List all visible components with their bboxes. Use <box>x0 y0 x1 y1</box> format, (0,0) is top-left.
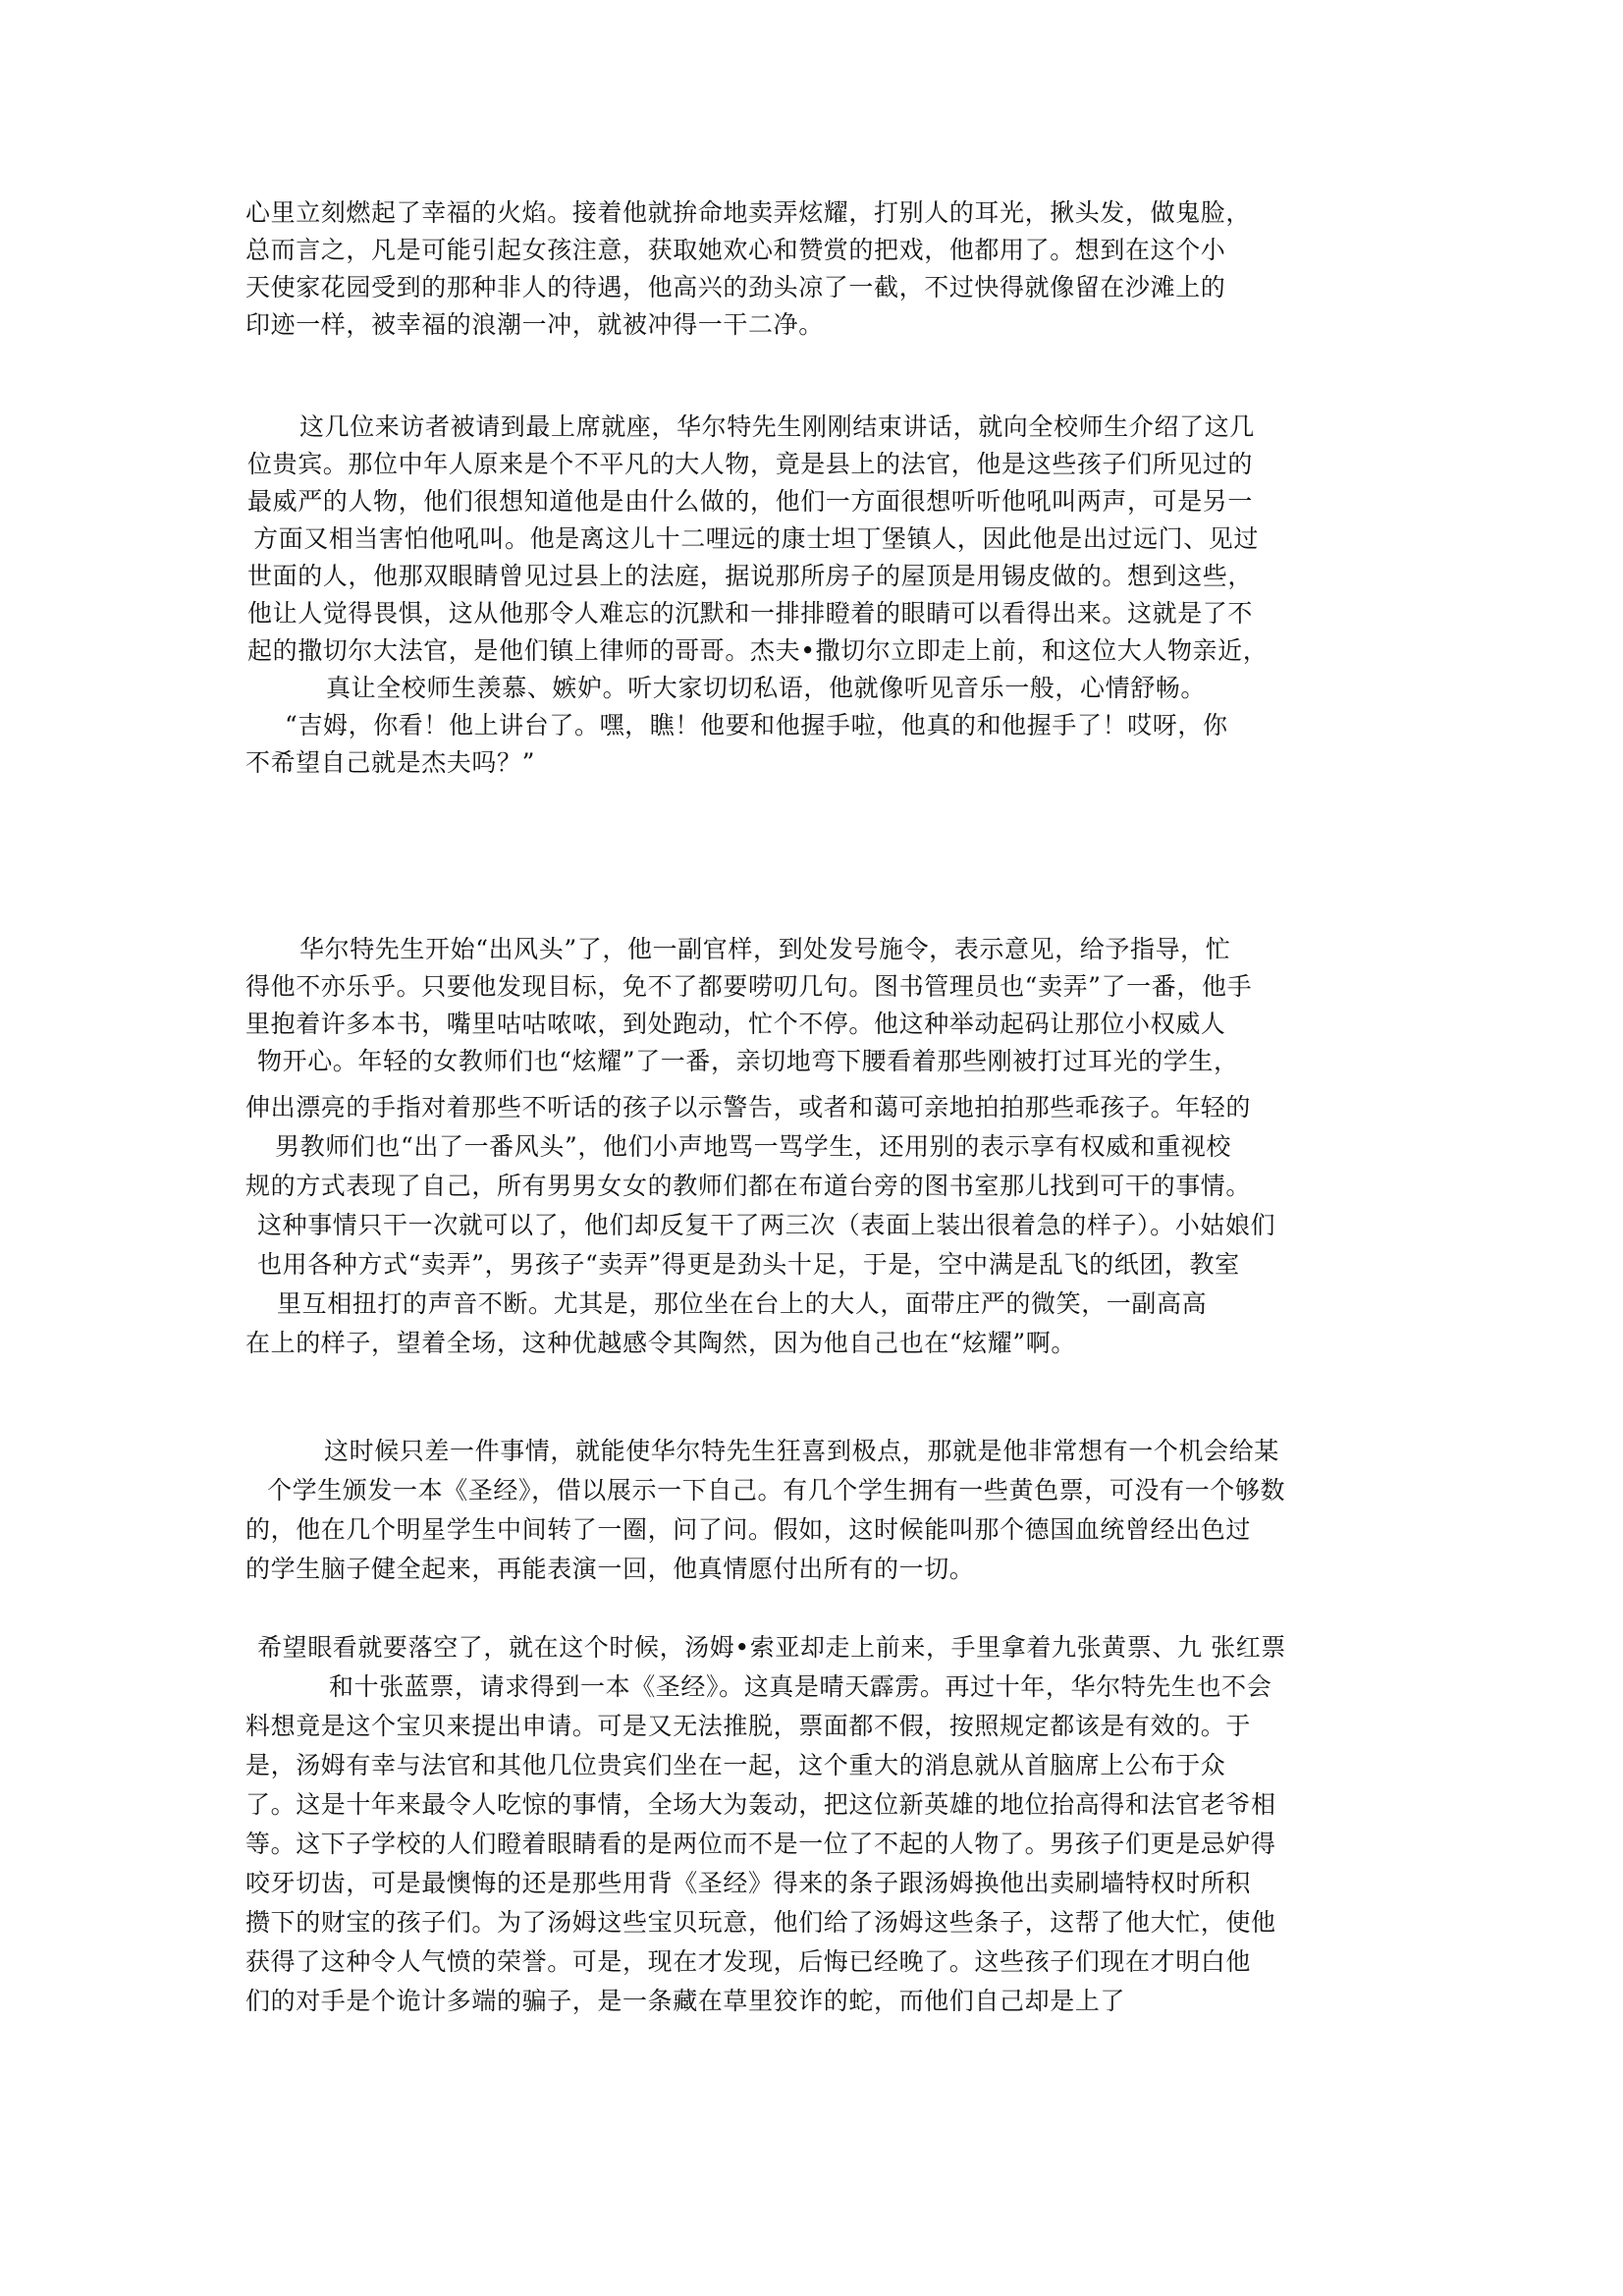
text-line: 和十张蓝票，请求得到一本《圣经》。这真是晴天霹雳。再过十年，华尔特先生也不会 <box>329 1672 1272 1701</box>
text-line: 里互相扭打的声音不断。尤其是，那位坐在台上的大人，面带庄严的微笑，一副高高 <box>277 1289 1208 1318</box>
text-line: 不希望自己就是杰夫吗？” <box>245 748 535 777</box>
text-line: 的学生脑子健全起来，再能表演一回，他真情愿付出所有的一切。 <box>245 1555 975 1583</box>
text-line: 咬牙切齿，可是最懊悔的还是那些用背《圣经》得来的条子跟汤姆换他出卖刷墙特权时所积 <box>245 1869 1252 1897</box>
text-line: 获得了这种令人气愤的荣誉。可是，现在才发现，后悔已经晚了。这些孩子们现在才明白他 <box>245 1947 1252 1976</box>
text-line: 真让全校师生羡慕、嫉妒。听大家切切私语，他就像听见音乐一般，心情舒畅。 <box>326 674 1207 702</box>
text-line: 总而言之，凡是可能引起女孩注意，获取她欢心和赞赏的把戏，他都用了。想到在这个小 <box>245 236 1226 264</box>
text-line: 们的对手是个诡计多端的骗子，是一条藏在草里狡诈的蛇，而他们自己却是上了 <box>245 1987 1126 2015</box>
text-line: 等。这下子学校的人们瞪着眼睛看的是两位而不是一位了不起的人物了。男孩子们更是忌妒得 <box>245 1830 1276 1858</box>
text-line: 这种事情只干一次就可以了，他们却反复干了两三次（表面上装出很着急的样子）。小姑娘们 <box>257 1211 1276 1239</box>
text-line: “吉姆，你看！他上讲台了。嘿，瞧！他要和他握手啦，他真的和他握手了！哎呀，你 <box>285 711 1228 739</box>
text-line: 物开心。年轻的女教师们也“炫耀”了一番，亲切地弯下腰看着那些刚被打过耳光的学生， <box>257 1047 1239 1075</box>
text-line: 起的撒切尔大法官，是他们镇上律师的哥哥。杰夫•撒切尔立即走上前，和这位大人物亲近， <box>247 636 1269 665</box>
text-line: 攒下的财宝的孩子们。为了汤姆这些宝贝玩意，他们给了汤姆这些条子，这帮了他大忙，使他 <box>245 1908 1276 1937</box>
text-line: 天使家花园受到的那种非人的待遇，他高兴的劲头凉了一截，不过快得就像留在沙滩上的 <box>245 273 1226 301</box>
text-line: 印迹一样，被幸福的浪潮一冲，就被冲得一干二净。 <box>245 310 824 339</box>
text-line: 男教师们也“出了一番风头”，他们小声地骂一骂学生，还用别的表示享有权威和重视校 <box>275 1132 1231 1161</box>
text-line: 方面又相当害怕他吼叫。他是离这儿十二哩远的康士坦丁堡镇人，因此他是出过远门、见过 <box>253 524 1260 553</box>
text-line: 希望眼看就要落空了，就在这个时候，汤姆•索亚却走上前来，手里拿着九张黄票、九 张红票 <box>257 1633 1286 1662</box>
text-line: 华尔特先生开始“出风头”了，他一副官样，到处发号施令，表示意见，给予指导，忙 <box>299 935 1231 963</box>
text-line: 伸出漂亮的手指对着那些不听话的孩子以示警告，或者和蔼可亲地拍拍那些乖孩子。年轻的 <box>245 1093 1252 1121</box>
text-line: 也用各种方式“卖弄”，男孩子“卖弄”得更是劲头十足，于是，空中满是乱飞的纸团，教室 <box>257 1250 1240 1279</box>
text-line: 位贵宾。那位中年人原来是个不平凡的大人物，竟是县上的法官，他是这些孩子们所见过的 <box>247 450 1254 478</box>
text-line: 的，他在几个明星学生中间转了一圈，问了问。假如，这时候能叫那个德国血统曾经出色过 <box>245 1515 1252 1544</box>
text-line: 里抱着许多本书，嘴里咕咕哝哝，到处跑动，忙个不停。他这种举动起码让那位小权威人 <box>245 1010 1226 1038</box>
text-line: 这时候只差一件事情，就能使华尔特先生狂喜到极点，那就是他非常想有一个机会给某 <box>324 1437 1279 1465</box>
text-line: 这几位来访者被请到最上席就座，华尔特先生刚刚结束讲话，就向全校师生介绍了这几 <box>299 412 1255 441</box>
text-line: 在上的样子，望着全场，这种优越感令其陶然，因为他自己也在“炫耀”啊。 <box>245 1329 1076 1357</box>
text-line: 心里立刻燃起了幸福的火焰。接着他就拚命地卖弄炫耀，打别人的耳光，揪头发，做鬼脸， <box>245 198 1252 227</box>
text-line: 最威严的人物，他们很想知道他是由什么做的，他们一方面很想听听他吼叫两声，可是另一 <box>247 487 1254 516</box>
text-line: 是，汤姆有幸与法官和其他几位贵宾们坐在一起，这个重大的消息就从首脑席上公布于众 <box>245 1751 1226 1779</box>
text-line: 了。这是十年来最令人吃惊的事情，全场大为轰动，把这位新英雄的地位抬高得和法官老爷相 <box>245 1790 1276 1819</box>
text-line: 他让人觉得畏惧，这从他那令人难忘的沉默和一排排瞪着的眼睛可以看得出来。这就是了不 <box>247 599 1254 628</box>
text-line: 得他不亦乐乎。只要他发现目标，免不了都要唠叨几句。图书管理员也“卖弄”了一番，他手 <box>245 972 1253 1001</box>
text-line: 个学生颁发一本《圣经》，借以展示一下自己。有几个学生拥有一些黄色票，可没有一个够数 <box>267 1476 1286 1504</box>
text-line: 世面的人，他那双眼睛曾见过县上的法庭，据说那所房子的屋顶是用锡皮做的。想到这些， <box>247 562 1254 590</box>
text-line: 规的方式表现了自己，所有男男女女的教师们都在布道台旁的图书室那儿找到可干的事情。 <box>245 1172 1252 1200</box>
text-line: 料想竟是这个宝贝来提出申请。可是又无法推脱，票面都不假，按照规定都该是有效的。于 <box>245 1712 1252 1740</box>
